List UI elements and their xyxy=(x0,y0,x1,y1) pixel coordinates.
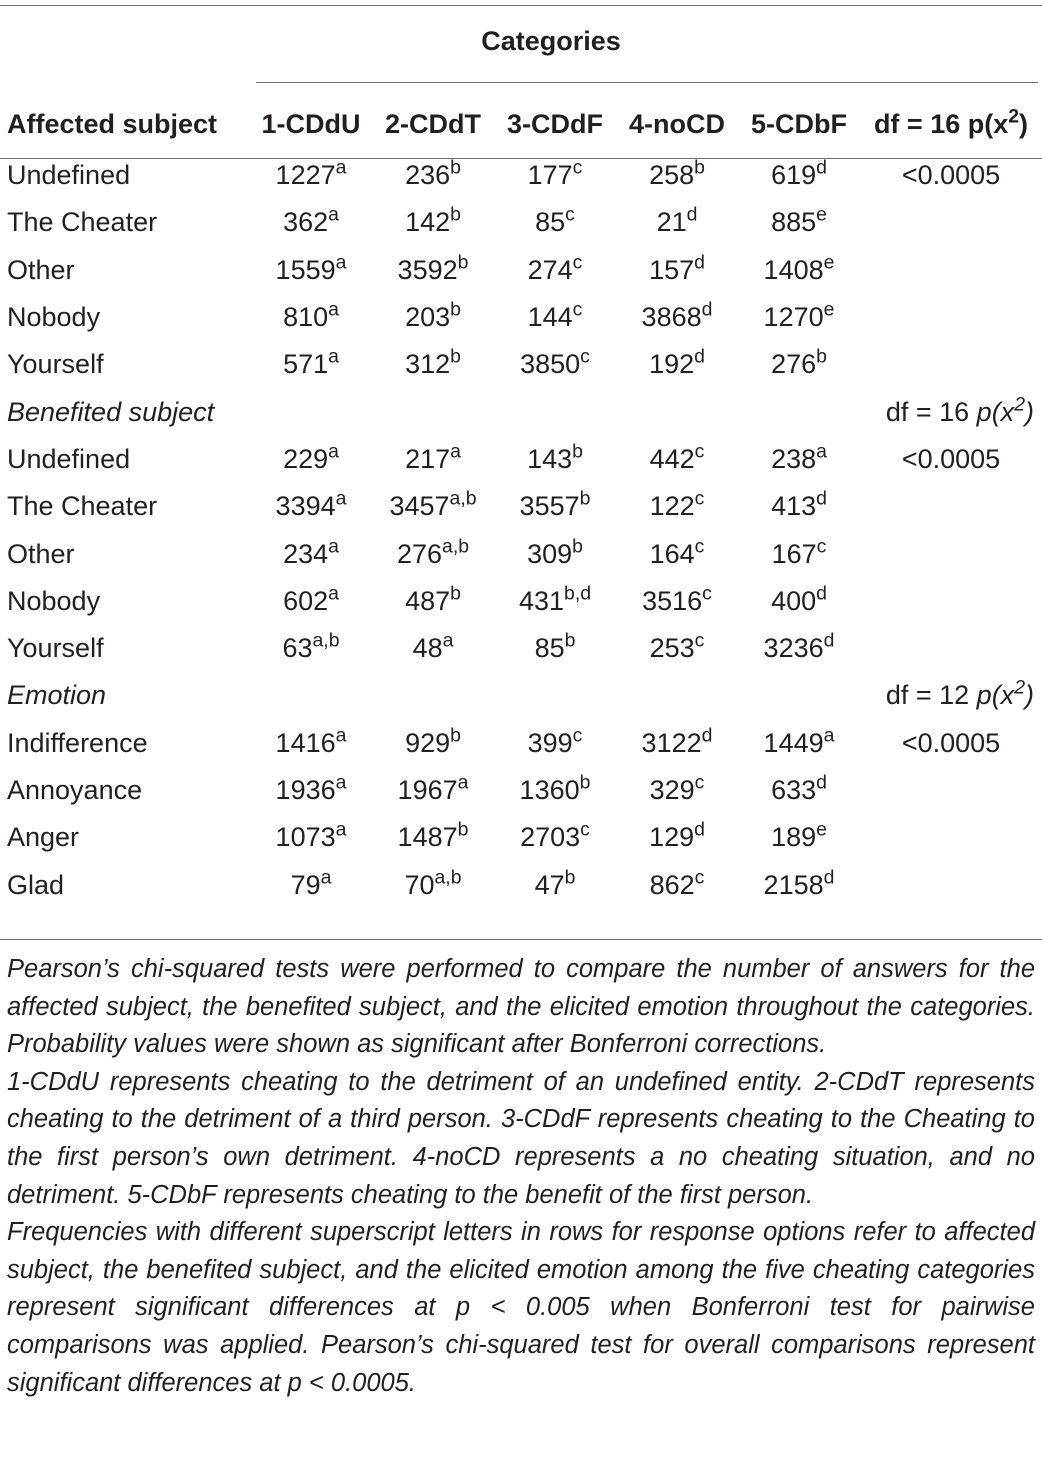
frequency-cell xyxy=(250,294,372,341)
significance-letter: b xyxy=(579,771,591,794)
table-row xyxy=(0,578,1042,625)
significance-letter: b xyxy=(450,345,461,368)
significance-letter: b,d xyxy=(564,582,592,605)
frequency-value: 189 xyxy=(771,822,817,853)
table-row xyxy=(0,152,1042,199)
frequency-cell xyxy=(494,720,616,767)
frequency-value: 85 xyxy=(534,633,565,664)
significance-letter: a xyxy=(816,440,827,463)
p-value-cell xyxy=(860,767,1042,814)
significance-letter: b xyxy=(694,156,705,179)
significance-letter: b xyxy=(450,203,461,226)
df-p-text: p(x xyxy=(976,396,1015,427)
frequency-cell xyxy=(250,247,372,294)
column-header: 5-CDbF xyxy=(751,108,847,139)
frequency-value: 229 xyxy=(283,443,329,474)
significance-letter: e xyxy=(823,251,835,274)
frequency-cell xyxy=(616,530,738,577)
row-label: Nobody xyxy=(7,585,101,616)
significance-letter: d xyxy=(816,582,827,605)
frequency-cell xyxy=(738,247,860,294)
significance-letter: d xyxy=(701,724,713,747)
section-row xyxy=(0,672,1042,719)
frequency-value: 253 xyxy=(649,633,695,664)
column-header: 4-noCD xyxy=(629,108,725,139)
significance-letter: c xyxy=(694,771,705,794)
frequency-cell xyxy=(250,530,372,577)
frequency-value: 47 xyxy=(534,869,565,900)
frequency-value: 633 xyxy=(771,775,817,805)
frequency-value: 217 xyxy=(405,443,451,474)
significance-letter: a xyxy=(328,298,339,321)
frequency-cell xyxy=(738,814,860,861)
significance-letter: b xyxy=(564,629,576,652)
significance-letter: a,b xyxy=(312,629,340,652)
frequency-cell xyxy=(494,294,616,341)
note-paragraph: Pearson’s chi-squared tests were performed to compare the number of answers for the affected subject, the benefited subject, and the elicited emotion throughout the categories. Probability values were shown as significant after Bonferroni corrections. xyxy=(7,955,1035,1059)
table-row xyxy=(0,720,1042,767)
frequency-cell xyxy=(372,199,494,246)
p-value-cell xyxy=(860,341,1042,388)
frequency-value: 238 xyxy=(771,443,817,474)
significance-letter: d xyxy=(816,771,827,794)
frequency-cell xyxy=(372,720,494,767)
significance-letter: b xyxy=(457,251,469,274)
frequency-cell xyxy=(250,152,372,199)
frequency-value: 3557 xyxy=(519,491,580,522)
significance-letter: b xyxy=(572,440,583,463)
frequency-value: 1270 xyxy=(763,302,824,333)
frequency-cell xyxy=(494,341,616,388)
column-header: 3-CDdF xyxy=(507,108,603,139)
row-label: The Cheater xyxy=(7,491,158,522)
significance-letter: a,b xyxy=(449,487,477,510)
table-notes xyxy=(7,951,1035,1402)
frequency-value: 862 xyxy=(649,869,695,900)
significance-letter: a xyxy=(328,440,339,463)
frequency-value: 70 xyxy=(404,869,435,900)
frequency-value: 3457 xyxy=(389,491,450,522)
p-value-cell: <0.0005 xyxy=(901,443,1001,474)
p-value-cell xyxy=(860,294,1042,341)
row-label: Undefined xyxy=(7,443,131,474)
frequency-value: 1967 xyxy=(397,775,458,805)
frequency-value: 258 xyxy=(649,160,695,191)
significance-letter: d xyxy=(694,345,705,368)
df-exponent: 2 xyxy=(1014,392,1025,415)
significance-letter: c xyxy=(572,724,583,747)
significance-letter: c xyxy=(580,818,590,841)
p-value-cell xyxy=(860,247,1042,294)
frequency-value: 312 xyxy=(405,349,451,380)
significance-letter: a xyxy=(335,156,347,179)
frequency-cell xyxy=(616,625,738,672)
frequency-cell xyxy=(250,483,372,530)
significance-letter: b xyxy=(450,298,461,321)
frequency-cell xyxy=(250,625,372,672)
frequency-value: 167 xyxy=(771,538,817,569)
frequency-value: 177 xyxy=(527,160,573,191)
frequency-value: 3868 xyxy=(641,302,702,333)
df-exponent: 2 xyxy=(1014,676,1025,699)
df-label xyxy=(738,388,1042,435)
table-row xyxy=(0,247,1042,294)
frequency-value: 399 xyxy=(527,727,573,758)
significance-letter: a xyxy=(320,865,332,888)
frequency-cell xyxy=(250,720,372,767)
frequency-cell xyxy=(494,861,616,908)
frequency-value: 143 xyxy=(527,443,573,474)
frequency-value: 571 xyxy=(283,349,329,380)
frequency-value: 413 xyxy=(771,491,817,522)
p-value-cell xyxy=(860,861,1042,908)
row-label: The Cheater xyxy=(7,207,158,238)
frequency-cell xyxy=(372,625,494,672)
significance-letter: a xyxy=(442,629,454,652)
frequency-cell xyxy=(372,294,494,341)
frequency-value: 1360 xyxy=(519,775,580,805)
section-title: Benefited subject xyxy=(7,396,215,427)
frequency-cell xyxy=(616,199,738,246)
df-close: ) xyxy=(1025,396,1034,427)
frequency-value: 3516 xyxy=(642,585,703,616)
frequency-value: 1408 xyxy=(763,254,824,285)
frequency-cell xyxy=(250,861,372,908)
frequency-value: 203 xyxy=(405,302,451,333)
frequency-cell xyxy=(372,578,494,625)
row-label: Annoyance xyxy=(7,775,143,805)
frequency-cell xyxy=(494,152,616,199)
frequency-cell xyxy=(738,483,860,530)
significance-letter: a xyxy=(450,440,461,463)
significance-letter: a xyxy=(335,771,347,794)
p-value-cell xyxy=(860,578,1042,625)
row-label: Nobody xyxy=(7,302,101,333)
significance-letter: a xyxy=(335,818,347,841)
significance-letter: d xyxy=(823,629,835,652)
row-label: Anger xyxy=(7,822,80,853)
frequency-cell xyxy=(616,247,738,294)
frequency-cell xyxy=(494,578,616,625)
frequency-cell xyxy=(738,578,860,625)
significance-letter: a xyxy=(457,771,469,794)
frequency-value: 276 xyxy=(396,538,443,569)
row-label: Yourself xyxy=(7,349,104,380)
significance-letter: a xyxy=(335,724,347,747)
frequency-value: 309 xyxy=(527,538,573,569)
frequency-cell xyxy=(738,199,860,246)
frequency-value: 3122 xyxy=(641,727,702,758)
table-row xyxy=(0,294,1042,341)
frequency-cell xyxy=(738,861,860,908)
frequency-cell xyxy=(616,720,738,767)
frequency-cell xyxy=(616,767,738,814)
significance-letter: b xyxy=(572,534,583,557)
frequency-cell xyxy=(738,530,860,577)
frequency-cell xyxy=(738,436,860,483)
frequency-value: 442 xyxy=(649,443,695,474)
note-paragraph: Frequencies with different superscript letters in rows for response options refer to affected subject, the benefited subject, and the elicited emotion among the five cheating categories represent significant differences at p < 0.005 when Bonferroni test for pairwise comparisons was applied. Pearson’s chi-squared test for overall comparisons represent significant differences at p < 0.0005. xyxy=(7,1218,1035,1397)
frequency-value: 2703 xyxy=(520,822,581,853)
frequency-cell xyxy=(494,199,616,246)
section-row xyxy=(0,388,1042,435)
frequency-value: 329 xyxy=(649,775,695,805)
frequency-value: 619 xyxy=(771,160,817,191)
row-label-header: Affected subject xyxy=(7,108,218,139)
frequency-value: 400 xyxy=(771,585,817,616)
frequency-value: 164 xyxy=(649,538,695,569)
table-row xyxy=(0,861,1042,908)
significance-letter: e xyxy=(823,298,835,321)
section-title: Emotion xyxy=(7,680,107,711)
significance-letter: c xyxy=(816,534,827,557)
significance-letter: c xyxy=(565,203,575,226)
frequency-value: 1449 xyxy=(763,727,824,758)
df-text: df = 16 xyxy=(885,396,977,427)
frequency-table xyxy=(0,96,1042,909)
significance-letter: b xyxy=(579,487,591,510)
frequency-cell xyxy=(250,199,372,246)
frequency-cell xyxy=(616,294,738,341)
frequency-value: 602 xyxy=(283,585,329,616)
frequency-value: 1487 xyxy=(397,822,458,853)
frequency-cell xyxy=(250,341,372,388)
table-row xyxy=(0,625,1042,672)
frequency-value: 85 xyxy=(535,207,566,238)
df-p-text: p(x xyxy=(976,680,1015,711)
p-value-cell xyxy=(860,199,1042,246)
bottom-rule xyxy=(0,939,1042,940)
table-row xyxy=(0,436,1042,483)
frequency-value: 79 xyxy=(290,869,321,900)
significance-letter: c xyxy=(694,440,705,463)
frequency-value: 236 xyxy=(405,160,451,191)
frequency-value: 3850 xyxy=(520,349,581,380)
significance-letter: b xyxy=(450,724,461,747)
significance-letter: b xyxy=(457,818,469,841)
significance-letter: d xyxy=(816,487,827,510)
row-label: Yourself xyxy=(7,633,104,664)
frequency-value: 487 xyxy=(405,585,451,616)
frequency-value: 142 xyxy=(405,207,451,238)
column-header: 1-CDdU xyxy=(261,108,361,139)
frequency-cell xyxy=(372,767,494,814)
frequency-value: 3394 xyxy=(275,491,336,522)
frequency-value: 48 xyxy=(412,633,443,664)
frequency-value: 885 xyxy=(771,207,817,238)
p-value-cell xyxy=(860,483,1042,530)
frequency-value: 1559 xyxy=(275,254,336,285)
header-row xyxy=(0,96,1042,152)
frequency-cell xyxy=(616,861,738,908)
frequency-value: 3592 xyxy=(397,254,458,285)
significance-letter: e xyxy=(816,203,827,226)
significance-letter: a xyxy=(328,345,339,368)
frequency-cell xyxy=(494,625,616,672)
significance-letter: e xyxy=(816,818,827,841)
significance-letter: a xyxy=(328,534,339,557)
frequency-value: 157 xyxy=(649,254,695,285)
frequency-cell xyxy=(738,341,860,388)
df-close: ) xyxy=(1025,680,1034,711)
table-row xyxy=(0,483,1042,530)
significance-letter: a xyxy=(328,203,339,226)
significance-letter: d xyxy=(686,203,698,226)
frequency-value: 234 xyxy=(283,538,329,569)
frequency-value: 362 xyxy=(283,207,329,238)
frequency-cell xyxy=(372,530,494,577)
frequency-value: 192 xyxy=(649,349,695,380)
p-value-cell xyxy=(860,814,1042,861)
significance-letter: d xyxy=(694,251,705,274)
frequency-cell xyxy=(494,530,616,577)
frequency-cell xyxy=(616,483,738,530)
frequency-value: 21 xyxy=(656,207,687,238)
column-header: 2-CDdT xyxy=(385,108,481,139)
table-row xyxy=(0,341,1042,388)
note-paragraph: 1-CDdU represents cheating to the detriment of an undefined entity. 2-CDdT represents cheating to the detriment of a third person. 3-CDdF represents cheating to the Cheating to the first person’s own detriment. 4-noCD represents a no cheating situation, and no detriment. 5-CDbF represents cheating to the benefit of the first person. xyxy=(7,1067,1035,1209)
frequency-cell xyxy=(494,814,616,861)
significance-letter: d xyxy=(694,818,705,841)
frequency-cell xyxy=(250,578,372,625)
row-label: Other xyxy=(7,538,75,569)
row-label: Undefined xyxy=(7,160,131,191)
significance-letter: b xyxy=(450,582,461,605)
frequency-cell xyxy=(616,814,738,861)
frequency-cell xyxy=(372,861,494,908)
frequency-cell xyxy=(372,247,494,294)
frequency-value: 2158 xyxy=(763,869,824,900)
frequency-cell xyxy=(494,436,616,483)
frequency-cell xyxy=(738,720,860,767)
significance-letter: b xyxy=(564,865,576,888)
frequency-value: 929 xyxy=(405,727,451,758)
significance-letter: c xyxy=(572,156,583,179)
significance-letter: a xyxy=(335,251,347,274)
top-rule xyxy=(0,5,1042,6)
significance-letter: b xyxy=(450,156,461,179)
frequency-cell xyxy=(738,767,860,814)
categories-rule xyxy=(256,82,1038,83)
significance-letter: c xyxy=(694,534,705,557)
frequency-value: 144 xyxy=(527,302,573,333)
significance-letter: c xyxy=(702,582,712,605)
row-label: Other xyxy=(7,254,75,285)
p-value-cell xyxy=(860,625,1042,672)
frequency-value: 810 xyxy=(283,302,329,333)
df-label xyxy=(738,672,1042,719)
frequency-value: 274 xyxy=(527,254,573,285)
significance-letter: c xyxy=(572,298,583,321)
frequency-cell xyxy=(250,767,372,814)
frequency-value: 1936 xyxy=(275,775,336,805)
significance-letter: a xyxy=(823,724,835,747)
significance-letter: a,b xyxy=(434,865,462,888)
df-text: df = 12 xyxy=(885,680,977,711)
significance-letter: d xyxy=(701,298,713,321)
frequency-value: 1073 xyxy=(275,822,336,853)
significance-letter: d xyxy=(816,156,827,179)
row-label: Glad xyxy=(7,869,65,900)
frequency-cell xyxy=(494,767,616,814)
frequency-value: 1227 xyxy=(275,160,336,191)
significance-letter: c xyxy=(572,251,583,274)
table-body xyxy=(0,152,1042,909)
table-row xyxy=(0,814,1042,861)
table-row xyxy=(0,767,1042,814)
frequency-cell xyxy=(372,483,494,530)
df-header: df = 16 $p(x^2)$ xyxy=(873,104,1029,139)
frequency-value: 1416 xyxy=(275,727,336,758)
frequency-cell xyxy=(372,152,494,199)
frequency-cell xyxy=(616,578,738,625)
frequency-cell xyxy=(250,436,372,483)
significance-letter: d xyxy=(823,865,835,888)
significance-letter: c xyxy=(580,345,590,368)
frequency-cell xyxy=(616,152,738,199)
row-label: Indifference xyxy=(7,727,148,758)
table-row xyxy=(0,530,1042,577)
significance-letter: a xyxy=(335,487,347,510)
frequency-cell xyxy=(616,436,738,483)
frequency-value: 431 xyxy=(518,585,565,616)
frequency-cell xyxy=(738,294,860,341)
categories-heading: Categories xyxy=(481,26,621,56)
frequency-cell xyxy=(372,341,494,388)
frequency-cell xyxy=(616,341,738,388)
significance-letter: b xyxy=(816,345,827,368)
significance-letter: c xyxy=(694,487,705,510)
significance-letter: c xyxy=(694,865,705,888)
frequency-value: 129 xyxy=(649,822,695,853)
significance-letter: a,b xyxy=(442,534,470,557)
significance-letter: a xyxy=(328,582,339,605)
frequency-value: 122 xyxy=(649,491,695,522)
p-value-cell: <0.0005 xyxy=(901,727,1001,758)
table-row xyxy=(0,199,1042,246)
frequency-cell xyxy=(738,152,860,199)
p-value-cell: <0.0005 xyxy=(901,160,1001,191)
frequency-value: 3236 xyxy=(763,633,824,664)
frequency-cell xyxy=(494,247,616,294)
significance-letter: c xyxy=(694,629,705,652)
frequency-cell xyxy=(372,814,494,861)
frequency-cell xyxy=(738,625,860,672)
frequency-cell xyxy=(372,436,494,483)
frequency-cell xyxy=(494,483,616,530)
frequency-value: 63 xyxy=(282,633,313,664)
frequency-cell xyxy=(250,814,372,861)
frequency-value: 276 xyxy=(771,349,817,380)
p-value-cell xyxy=(860,530,1042,577)
